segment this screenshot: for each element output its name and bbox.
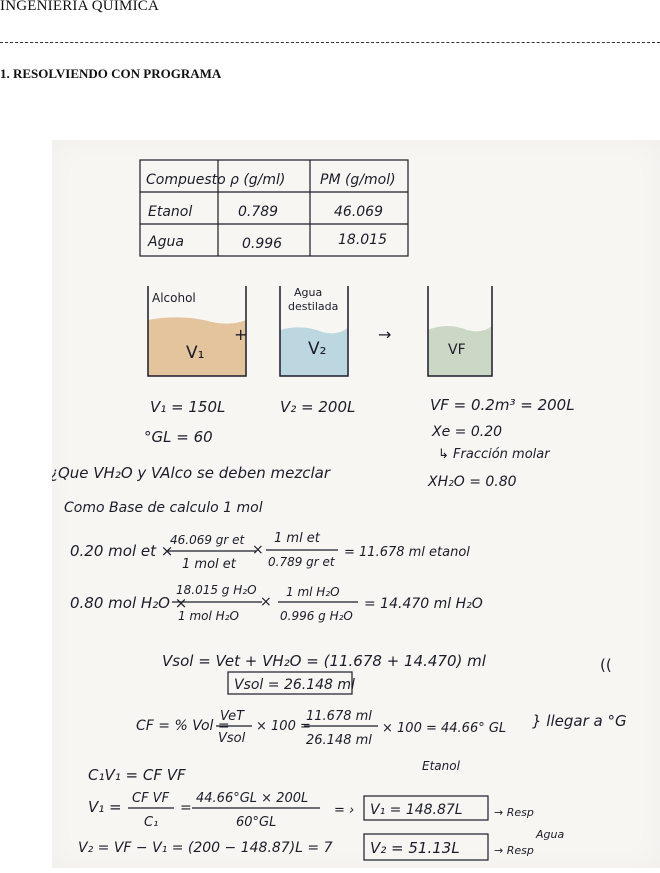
table-cell-etanol: Etanol (148, 204, 193, 220)
table-cell-etanol-density: 0.789 (238, 204, 279, 220)
concentration-calc (136, 709, 627, 748)
etanol-tag: Etanol (422, 759, 460, 773)
cf-frac2-num: 11.678 ml (306, 709, 372, 724)
cf-frac2-den: 26.148 ml (306, 733, 372, 748)
calc-water-volume (70, 583, 483, 623)
table-header-compuesto: Compuesto (146, 172, 226, 188)
calc2-times: × (260, 594, 272, 610)
calc2-result: = 14.470 ml H₂O (364, 596, 483, 612)
v1-equals: = (180, 800, 192, 816)
vf-label: VF (448, 342, 466, 358)
given-fraccion-molar: ↳ Fracción molar (438, 447, 550, 462)
cf-frac1-num: VeT (220, 709, 245, 724)
destilada-label: destilada (288, 300, 339, 313)
calc2-frac2-den: 0.996 g H₂O (280, 609, 353, 623)
table-cell-agua: Agua (148, 234, 184, 250)
v1-result: V₁ = 148.87L (370, 802, 463, 818)
given-v2: V₂ = 200L (280, 398, 356, 416)
given-xe: Xe = 0.20 (432, 424, 503, 440)
given-gl: °GL = 60 (144, 428, 213, 446)
table-header-molar-mass: PM (g/mol) (320, 172, 396, 188)
calc1-frac1-den: 1 mol et (182, 557, 236, 572)
mix-arrow: → (378, 325, 392, 344)
calc1-result: = 11.678 ml etanol (344, 545, 470, 560)
given-vf: VF = 0.2m³ = 200L (430, 396, 575, 414)
calc2-frac2-num: 1 ml H₂O (286, 585, 340, 599)
cf-mult: × 100 = (256, 719, 311, 734)
dashed-separator (0, 42, 660, 43)
table-cell-agua-density: 0.996 (242, 236, 283, 252)
basis-text: Como Base de calculo 1 mol (64, 500, 263, 516)
table-header-density: ρ (g/ml) (230, 172, 286, 188)
calc2-start: 0.80 mol H₂O × (70, 594, 188, 612)
calc1-start: 0.20 mol et × (70, 542, 174, 560)
section-title: 1. RESOLVIENDO CON PROGRAMA (0, 66, 222, 81)
cf-brace-note: } llegar a °G (532, 712, 627, 730)
table-cell-agua-pm: 18.015 (338, 232, 387, 248)
v2-label: V₂ (308, 339, 327, 359)
v1-lhs: V₁ = (88, 798, 122, 816)
table-cell-etanol-pm: 46.069 (334, 204, 383, 220)
plus-sign: + (234, 325, 248, 344)
calc1-times: × (252, 542, 264, 558)
v2-equation: V₂ = VF − V₁ = (200 − 148.87)L = 7 (78, 840, 333, 856)
v2-result: V₂ = 51.13L (370, 839, 460, 857)
v1-frac2-num: 44.66°GL × 200L (196, 791, 309, 806)
question-text: ¿Que VH₂O y VAlco se deben mezclar (52, 464, 330, 482)
vsol-result: Vsol = 26.148 ml (234, 677, 355, 693)
v1-frac2-den: 60°GL (236, 815, 277, 830)
given-v1: V₁ = 150L (150, 398, 226, 416)
beaker-water (280, 286, 348, 376)
department-title: INGENIERIA QUIMICA (0, 0, 159, 14)
beaker-final (428, 286, 492, 376)
calc-etanol-volume (70, 531, 470, 572)
calc2-frac1-den: 1 mol H₂O (178, 609, 239, 623)
given-xh2o: XH₂O = 0.80 (428, 474, 517, 490)
notes-drawing (52, 140, 660, 868)
v1-frac1-num: CF VF (132, 791, 170, 806)
calc2-frac1-num: 18.015 g H₂O (176, 583, 257, 597)
dilution-equation: C₁V₁ = CF VF (88, 766, 186, 784)
v1-frac1-den: C₁ (144, 815, 159, 830)
calc1-frac2-num: 1 ml et (274, 531, 320, 546)
margin-mark: (( (600, 656, 612, 674)
calc1-frac2-den: 0.789 gr et (268, 555, 335, 569)
handwritten-notes-image (52, 140, 660, 868)
cf-result: × 100 = 44.66° GL (382, 721, 507, 736)
beaker-alcohol (148, 286, 246, 376)
calc1-frac1-num: 46.069 gr et (170, 533, 245, 547)
agua-label: Agua (294, 286, 323, 299)
v1-resp: → Resp (494, 806, 534, 819)
v2-resp: → Resp (494, 844, 534, 857)
v1-arrow: = › (334, 803, 355, 818)
cf-lhs: CF = % Vol = (136, 718, 230, 734)
cf-frac1-den: Vsol (218, 731, 246, 746)
alcohol-label: Alcohol (152, 291, 196, 305)
v1-label: V₁ (186, 343, 205, 363)
agua-tag: Agua (536, 828, 565, 841)
dilution-calc (78, 759, 564, 860)
vsol-equation: Vsol = Vet + VH₂O = (11.678 + 14.470) ml (162, 652, 486, 670)
